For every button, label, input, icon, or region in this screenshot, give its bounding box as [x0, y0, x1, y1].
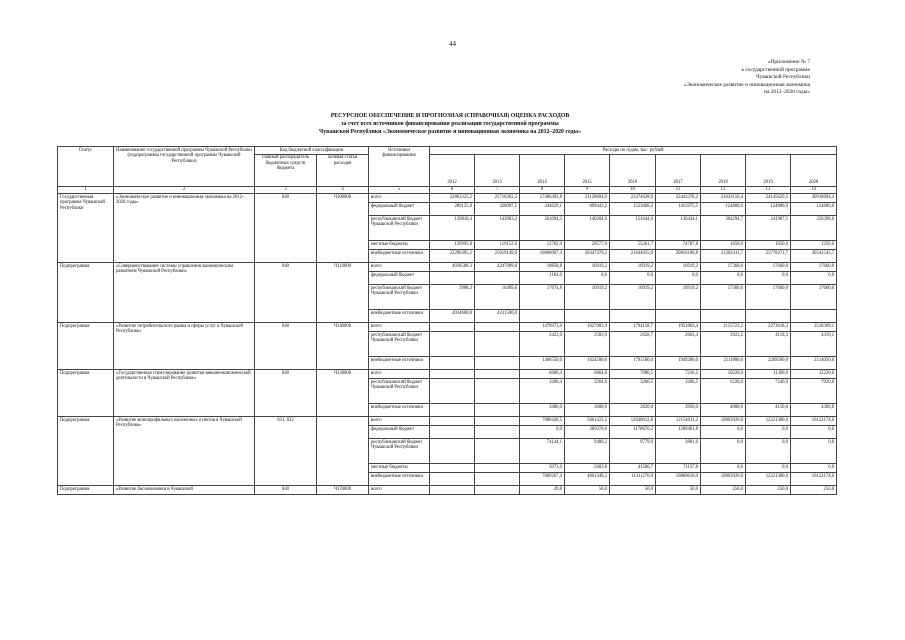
row-amount — [791, 310, 837, 323]
row-amount: 124800,0 — [791, 203, 837, 216]
row-amount: 250,0 — [791, 486, 837, 495]
annex-line: «Приложение № 7 — [767, 59, 810, 65]
table-row — [58, 370, 837, 379]
row-amount — [430, 332, 475, 357]
row-funding-source: внебюджетные источники — [369, 310, 430, 323]
row-amount: 1794158,7 — [610, 323, 656, 332]
row-funding-source: внебюджетные источники — [369, 250, 430, 263]
row-amount: 1250,0 — [791, 241, 837, 250]
row-amount — [656, 310, 701, 323]
column-number: 4 — [317, 186, 369, 194]
row-amount: 22443378,2 — [656, 194, 701, 203]
row-amount: 4000,0 — [701, 404, 746, 417]
row-status: Подпрограмма — [58, 486, 114, 495]
annex-caption — [550, 59, 810, 97]
title-line: Чувашской Республики «Экономическое развитие и инновационная экономика на 2012–2020 годы» — [319, 128, 581, 135]
row-amount: 3881,6 — [656, 439, 701, 464]
header-year: 2020 — [791, 154, 837, 186]
row-amount — [430, 486, 475, 495]
row-amount: 6864,6 — [565, 370, 610, 379]
row-amount: 3200,4 — [520, 379, 565, 404]
row-status: Подпрограмма — [58, 323, 114, 370]
row-amount: 139993,8 — [430, 241, 475, 250]
row-amount: 12154011,2 — [656, 417, 701, 426]
row-target-item: Ч110000 — [317, 263, 369, 323]
row-status: Государственная программа Чувашской Республики — [58, 194, 114, 263]
row-funding-source: внебюджетные источники — [369, 404, 430, 417]
row-amount: 428097,5 — [475, 203, 520, 216]
header-target-item: целевая статья расходов — [317, 154, 369, 186]
column-number: 2 — [114, 186, 255, 194]
row-amount: 5603,8 — [565, 464, 610, 473]
header-year: 2015 — [565, 154, 610, 186]
row-amount: 16919,2 — [656, 285, 701, 310]
row-amount: 3908,3 — [430, 285, 475, 310]
column-number: 7 — [475, 186, 520, 194]
row-amount — [430, 439, 475, 464]
row-amount: 5073,0 — [520, 464, 565, 473]
row-amount: 1178670,2 — [610, 426, 656, 439]
row-amount: 2518369,1 — [791, 323, 837, 332]
row-funding-source: республиканский бюджет Чувашской Республики — [369, 439, 430, 464]
row-amount: 0,0 — [746, 464, 791, 473]
row-amount — [430, 417, 475, 426]
row-amount: 289125,8 — [430, 203, 475, 216]
row-amount: 24145629,5 — [746, 194, 791, 203]
row-amount: 18858,8 — [520, 263, 565, 272]
row-amount: 0,0 — [746, 426, 791, 439]
row-amount: 0,0 — [746, 272, 791, 285]
header-year: 2014 — [520, 154, 565, 186]
row-amount: 2273618,3 — [746, 323, 791, 332]
row-program-name: «Развитие потребительского рынка и сферы услуг в Чувашской Республике» — [114, 323, 255, 370]
row-amount: 74144,1 — [520, 439, 565, 464]
header-name: Наименование государственной программы Чувашской Республики (подпрограммы государственной программы Чувашской Республики) — [114, 147, 255, 187]
row-amount: 2115723,2 — [701, 323, 746, 332]
row-amount: 17660,0 — [791, 263, 837, 272]
title-line: за счет всех источников финансирования реализации государственной программы — [341, 120, 559, 127]
expenses-table — [57, 146, 837, 495]
row-amount: 140204,6 — [565, 216, 610, 241]
row-amount: 261094,3 — [520, 216, 565, 241]
row-amount: 21644055,0 — [610, 250, 656, 263]
column-number: 6 — [430, 186, 475, 194]
row-target-item: Ч130000 — [317, 370, 369, 417]
row-amount: 250,0 — [701, 486, 746, 495]
row-amount: 9779,9 — [610, 439, 656, 464]
row-amount: 22296395,2 — [430, 250, 475, 263]
row-amount: 17660,0 — [746, 263, 791, 272]
row-target-item: Ч100000 — [317, 194, 369, 263]
row-amount — [475, 404, 520, 417]
column-number: 9 — [565, 186, 610, 194]
row-funding-source: республиканский бюджет Чувашской Республики — [369, 332, 430, 357]
row-grbs: 831, 832 — [255, 417, 317, 486]
row-amount: 1470973,0 — [520, 323, 565, 332]
row-funding-source: всего — [369, 263, 430, 272]
row-amount: 1627083,9 — [565, 323, 610, 332]
row-funding-source: всего — [369, 370, 430, 379]
annex-line: на 2012–2020 годы» — [764, 89, 810, 96]
row-amount: 7216,5 — [656, 370, 701, 379]
row-amount: 10869610,0 — [656, 473, 701, 486]
row-amount — [746, 310, 791, 323]
row-amount: 74787,8 — [656, 241, 701, 250]
row-amount — [430, 473, 475, 486]
row-amount: 609443,2 — [565, 203, 610, 216]
row-amount: 1791500,0 — [610, 357, 656, 370]
row-amount: 3600,0 — [565, 404, 610, 417]
row-amount — [475, 473, 520, 486]
row-amount — [701, 310, 746, 323]
row-amount: 7009267,4 — [520, 473, 565, 486]
row-amount — [475, 370, 520, 379]
row-amount: 9400,2 — [565, 439, 610, 464]
row-amount: 1468550,0 — [520, 357, 565, 370]
row-amount: 29577,9 — [565, 241, 610, 250]
row-amount — [430, 426, 475, 439]
row-funding-source: всего — [369, 194, 430, 203]
row-amount: 23778271,7 — [746, 250, 791, 263]
row-amount: 3266,5 — [610, 379, 656, 404]
row-funding-source: республиканский бюджет Чувашской Республики — [369, 216, 430, 241]
row-grbs: 840 — [255, 263, 317, 323]
row-amount: 344629,1 — [520, 203, 565, 216]
row-status: Подпрограмма — [58, 263, 114, 323]
title-line: РЕСУРСНОЕ ОБЕСПЕЧЕНИЕ И ПРОГНОЗНАЯ (СПРАВОЧНАЯ) ОЦЕНКА РАСХОДОВ — [330, 113, 570, 119]
row-amount: 304294,7 — [701, 216, 746, 241]
row-amount: 49,8 — [520, 486, 565, 495]
row-amount: 6600,4 — [520, 370, 565, 379]
row-amount: 2111800,0 — [701, 357, 746, 370]
row-amount: 143903,2 — [475, 216, 520, 241]
column-number: 14 — [791, 186, 837, 194]
row-amount: 0,0 — [520, 426, 565, 439]
row-amount: 30542545,7 — [791, 250, 837, 263]
row-amount: 1415975,5 — [656, 203, 701, 216]
row-amount: 50,0 — [565, 486, 610, 495]
row-amount: 12221380,0 — [746, 417, 791, 426]
row-amount: 124800,0 — [746, 203, 791, 216]
row-amount: 17486492,8 — [520, 194, 565, 203]
header-budget-code: Код бюджетной классификации — [255, 147, 369, 155]
row-amount: 2269500,0 — [746, 357, 791, 370]
row-amount: 17360,0 — [701, 285, 746, 310]
row-amount: 21633156,4 — [701, 194, 746, 203]
row-amount: 0,0 — [656, 272, 701, 285]
header-year: 2019 — [746, 154, 791, 186]
row-amount: 0,0 — [701, 439, 746, 464]
row-amount: 7088428,5 — [520, 417, 565, 426]
row-amount: 10863920,0 — [701, 473, 746, 486]
row-amount: 0,0 — [746, 439, 791, 464]
row-amount: 30918694,4 — [791, 194, 837, 203]
row-amount — [475, 439, 520, 464]
table-row — [58, 194, 837, 203]
header-year: 2017 — [656, 154, 701, 186]
row-amount — [475, 357, 520, 370]
header-status: Статус — [58, 147, 114, 187]
row-amount — [475, 379, 520, 404]
row-amount: 3266,5 — [656, 379, 701, 404]
header-row-1 — [58, 147, 837, 155]
row-amount: 124800,0 — [701, 203, 746, 216]
row-funding-source: внебюджетные источники — [369, 357, 430, 370]
row-amount — [475, 323, 520, 332]
header-year: 2016 — [610, 154, 656, 186]
row-amount: 22863325,2 — [430, 194, 475, 203]
row-amount: 10863920,0 — [701, 417, 746, 426]
document-title — [200, 113, 700, 136]
row-amount: 16409,6 — [475, 285, 520, 310]
row-grbs: 840 — [255, 323, 317, 370]
row-amount: 17660,0 — [791, 285, 837, 310]
row-amount: 0,0 — [791, 272, 837, 285]
row-amount: 50,0 — [656, 486, 701, 495]
row-amount: 6220,0 — [701, 379, 746, 404]
header-year: 2013 — [475, 154, 520, 186]
row-amount: 3264,6 — [565, 379, 610, 404]
row-amount: 0,0 — [791, 426, 837, 439]
row-amount: 4319,1 — [791, 332, 837, 357]
row-funding-source: внебюджетные источники — [369, 473, 430, 486]
row-amount: 1184,0 — [520, 272, 565, 285]
row-funding-source: местные бюджеты — [369, 464, 430, 473]
row-funding-source: федеральный бюджет — [369, 272, 430, 285]
row-program-name: «Развитие биоэкономики в Чувашской — [114, 486, 255, 495]
annex-line: к государственной программе — [741, 66, 810, 73]
header-year: 2012 — [430, 154, 475, 186]
row-amount: 10220,0 — [701, 370, 746, 379]
row-amount: 0,0 — [701, 426, 746, 439]
page-number: 44 — [449, 40, 456, 48]
row-amount: 25710392,3 — [475, 194, 520, 203]
column-number: 5 — [369, 186, 430, 194]
row-amount: 4247009,6 — [475, 263, 520, 272]
row-amount: 1951863,4 — [656, 323, 701, 332]
row-amount: 16122174,0 — [791, 417, 837, 426]
row-amount: 16919,2 — [565, 263, 610, 272]
row-amount: 16919,2 — [610, 263, 656, 272]
row-amount: 3923,2 — [701, 332, 746, 357]
row-amount: 17674,8 — [520, 285, 565, 310]
row-amount: 17360,0 — [701, 263, 746, 272]
row-amount: 1624500,0 — [565, 357, 610, 370]
row-status: Подпрограмма — [58, 417, 114, 486]
column-number: 11 — [656, 186, 701, 194]
row-amount — [565, 310, 610, 323]
annex-line: «Экономическое развитие и инновационная экономика — [683, 81, 810, 88]
column-number: 1 — [58, 186, 114, 194]
row-amount: 71137,8 — [656, 464, 701, 473]
row-funding-source: федеральный бюджет — [369, 426, 430, 439]
row-funding-source: всего — [369, 486, 430, 495]
row-amount — [520, 310, 565, 323]
row-amount: 12220,0 — [791, 370, 837, 379]
row-amount: 3400,0 — [520, 404, 565, 417]
row-amount: 2583,9 — [565, 332, 610, 357]
row-amount: 1949200,0 — [656, 357, 701, 370]
row-program-name: «Совершенствование системы управления экономическим развитием Чувашской Республики» — [114, 263, 255, 323]
row-amount: 2658,7 — [610, 332, 656, 357]
column-number: 13 — [746, 186, 791, 194]
row-amount: 12640612,8 — [610, 417, 656, 426]
row-amount: 12702,0 — [520, 241, 565, 250]
row-amount: 20816180,8 — [656, 250, 701, 263]
row-amount: 2514050,0 — [791, 357, 837, 370]
row-amount — [430, 379, 475, 404]
row-amount: 16919,2 — [610, 285, 656, 310]
row-amount: 3950,0 — [656, 404, 701, 417]
row-amount — [475, 332, 520, 357]
row-amount: 23374628,9 — [610, 194, 656, 203]
row-amount: 4150,0 — [746, 404, 791, 417]
column-number: 8 — [520, 186, 565, 194]
row-amount — [430, 404, 475, 417]
row-amount: 2423,0 — [520, 332, 565, 357]
row-funding-source: республиканский бюджет Чувашской Республики — [369, 379, 430, 404]
row-target-item: Ч140000 — [317, 323, 369, 370]
row-amount: 136434,1 — [656, 216, 701, 241]
row-amount: 16919,2 — [565, 285, 610, 310]
row-amount: 0,0 — [610, 272, 656, 285]
row-funding-source: федеральный бюджет — [369, 203, 430, 216]
row-amount: 119152,0 — [475, 241, 520, 250]
row-amount: 21202411,7 — [701, 250, 746, 263]
row-amount: 0,0 — [791, 464, 837, 473]
row-amount: 1650,0 — [746, 241, 791, 250]
row-program-name: «Экономическое развитие и инновационная экономика на 2012–2020 годы» — [114, 194, 255, 263]
row-amount — [430, 323, 475, 332]
column-number: 12 — [701, 186, 746, 194]
row-grbs: 840 — [255, 194, 317, 263]
annex-line: Чувашской Республики — [756, 74, 810, 81]
row-amount — [475, 426, 520, 439]
row-amount — [430, 464, 475, 473]
row-amount: 3820,0 — [610, 404, 656, 417]
row-amount: 16122174,0 — [791, 473, 837, 486]
row-amount: 1650,0 — [701, 241, 746, 250]
row-amount — [430, 370, 475, 379]
row-amount: 7920,0 — [791, 379, 837, 404]
header-expenses: Расходы по годам, тыс. рублей — [430, 147, 837, 155]
table-row — [58, 263, 837, 272]
row-grbs: 840 — [255, 486, 317, 495]
row-funding-source: республиканский бюджет Чувашской Республики — [369, 285, 430, 310]
row-amount: 139810,4 — [430, 216, 475, 241]
row-amount: 16868067,4 — [520, 250, 565, 263]
row-amount: 20347379,2 — [565, 250, 610, 263]
row-grbs: 840 — [255, 370, 317, 417]
row-amount: 50,0 — [610, 486, 656, 495]
column-number: 3 — [255, 186, 317, 194]
row-amount — [475, 464, 520, 473]
row-amount: 7240,0 — [746, 379, 791, 404]
row-amount: 1209401,8 — [656, 426, 701, 439]
row-amount: 285070,0 — [565, 426, 610, 439]
row-amount: 250398,6 — [791, 216, 837, 241]
row-target-item — [317, 417, 369, 486]
row-amount: 7086,5 — [610, 370, 656, 379]
row-amount: 0,0 — [791, 439, 837, 464]
row-funding-source: всего — [369, 417, 430, 426]
column-numbers-row — [58, 186, 837, 194]
row-amount: 55261,7 — [610, 241, 656, 250]
header-source: Источники финансирования — [369, 147, 430, 187]
row-amount: 1523668,2 — [610, 203, 656, 216]
column-number: 10 — [610, 186, 656, 194]
row-amount: 241907,5 — [746, 216, 791, 241]
row-status: Подпрограмма — [58, 370, 114, 417]
row-funding-source: всего — [369, 323, 430, 332]
row-amount — [475, 417, 520, 426]
row-amount: 0,0 — [701, 464, 746, 473]
row-amount: 25019149,6 — [475, 250, 520, 263]
row-amount: 4300,0 — [791, 404, 837, 417]
row-amount: 4861349,2 — [565, 473, 610, 486]
row-amount — [610, 310, 656, 323]
row-amount: 11411270,0 — [610, 473, 656, 486]
row-target-item: Ч170000 — [317, 486, 369, 495]
row-amount: 4034600,0 — [430, 310, 475, 323]
row-amount — [475, 272, 520, 285]
row-amount: 12221380,0 — [746, 473, 791, 486]
row-amount: 41586,7 — [610, 464, 656, 473]
row-amount — [430, 272, 475, 285]
row-amount — [475, 486, 520, 495]
row-amount: 5061423,2 — [565, 417, 610, 426]
row-amount: 0,0 — [565, 272, 610, 285]
row-amount: 151644,0 — [610, 216, 656, 241]
row-amount — [430, 357, 475, 370]
row-amount: 4231500,0 — [475, 310, 520, 323]
table-row — [58, 417, 837, 426]
row-amount: 2663,4 — [656, 332, 701, 357]
row-amount: 21128604,9 — [565, 194, 610, 203]
row-program-name: «Государственная стимулирование развития внешнеэкономической деятельности в Чувашской Республике» — [114, 370, 255, 417]
header-grbs: главный распорядитель бюджетных средств бюджета — [255, 154, 317, 186]
row-amount: 4038508,3 — [430, 263, 475, 272]
row-amount: 0,0 — [701, 272, 746, 285]
table-row — [58, 486, 837, 495]
row-funding-source: местные бюджеты — [369, 241, 430, 250]
row-amount: 11390,0 — [746, 370, 791, 379]
row-amount: 4118,3 — [746, 332, 791, 357]
header-year: 2018 — [701, 154, 746, 186]
row-program-name: «Развитие монопрофильных населенных пунктов в Чувашской Республике» — [114, 417, 255, 486]
row-amount: 250,0 — [746, 486, 791, 495]
row-amount: 16919,2 — [656, 263, 701, 272]
table-row — [58, 323, 837, 332]
row-amount: 17660,0 — [746, 285, 791, 310]
